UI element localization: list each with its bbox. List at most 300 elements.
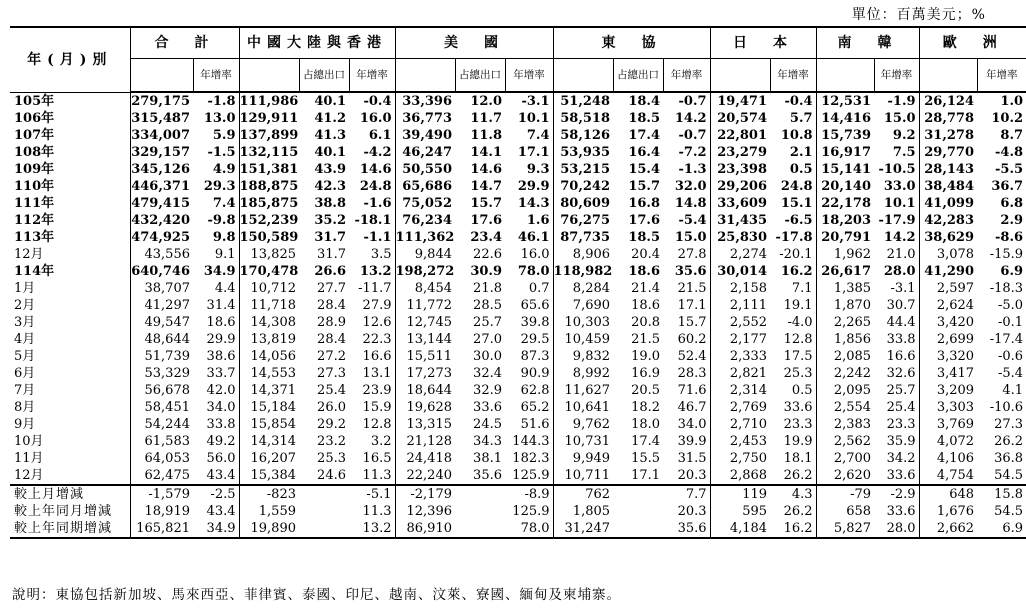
subheader-blank [130,59,193,93]
table-cell: 34.9 [203,264,236,279]
table-cell: 15.7 [470,196,502,211]
table-row [10,331,1026,348]
table-cell: 2,868 [710,467,770,485]
table-body [10,92,1026,538]
table-cell: 33.8 [886,332,916,347]
table-cell: 3,303 [919,399,977,416]
table-cell: 2,333 [710,348,770,365]
table-cell: -8.6 [995,230,1024,245]
table-cell: 24.6 [317,468,346,483]
table-cell: 11.3 [362,468,392,483]
table-cell: 36.8 [994,451,1024,466]
table-row [10,212,1026,229]
table-cell: -3.1 [890,281,916,296]
table-cell: 345,126 [130,161,193,178]
table-cell: 0.5 [789,162,813,177]
table-cell: 13.1 [362,366,392,381]
table-cell: 9.8 [212,230,236,245]
table-cell: 28,143 [919,161,977,178]
table-cell: 111,986 [239,94,299,109]
table-row [10,467,1026,485]
table-row [10,314,1026,331]
table-cell: 14.2 [674,111,707,126]
table-cell: 30,014 [710,263,770,280]
table-cell: 27.3 [317,366,346,381]
table-cell: 34.3 [473,434,502,449]
table-cell: 15.0 [674,230,707,245]
table-cell: 16.0 [359,111,392,126]
table-cell: 11.7 [470,111,502,126]
table-cell: 11.3 [362,504,392,519]
table-cell: -0.6 [997,349,1024,364]
table-cell: 14.6 [359,162,392,177]
table-cell: 33.6 [783,400,813,415]
table-cell: 144.3 [512,434,550,449]
table-cell: 0.7 [528,281,550,296]
table-cell: 0.5 [791,383,813,398]
table-cell: 33.6 [473,400,502,415]
table-cell: 14.2 [883,230,916,245]
table-cell: 2,562 [816,433,874,450]
table-cell: 150,589 [239,230,299,245]
table-cell: 4.3 [770,485,816,503]
table-cell: -1,579 [130,485,193,503]
subheader-growth: 年增率 [770,59,816,93]
table-cell: 56.0 [206,451,236,466]
table-cell: 27.9 [362,298,392,313]
table-cell: 78.0 [505,520,553,538]
table-cell: 1,856 [816,331,874,348]
table-row [10,92,1026,110]
table-cell: 17.6 [470,213,502,228]
table-cell: -6.5 [784,213,813,228]
table-cell: 90.9 [520,366,550,381]
table-cell: -11.7 [358,281,392,296]
table-cell: 2,111 [710,297,770,314]
table-cell: 29.9 [517,179,550,194]
table-cell: 15,854 [239,416,299,433]
row-label: 4月 [14,332,36,347]
table-cell: 21.5 [677,281,707,296]
table-cell: 18.0 [631,417,661,432]
table-cell: 1.0 [1000,94,1024,109]
row-label: 113年 [14,230,55,245]
table-cell: 2,624 [919,297,977,314]
table-cell: 28,778 [919,110,977,127]
table-cell: -7.2 [678,145,707,160]
table-cell: 10,459 [553,331,613,348]
subheader-growth: 年增率 [505,59,553,93]
table-cell [299,503,349,520]
table-cell: 40.1 [314,145,346,160]
table-cell: 27.0 [473,332,502,347]
table-cell: 26.2 [783,468,813,483]
table-cell: 13.2 [359,264,392,279]
table-cell: 2,699 [919,331,977,348]
table-row [10,365,1026,382]
table-cell: 34.0 [206,400,236,415]
table-cell: 22.3 [362,332,392,347]
table-cell: 18,203 [816,212,874,229]
table-cell: 33.6 [886,468,916,483]
table-cell: 14.1 [470,145,502,160]
table-cell: -1.6 [363,196,392,211]
table-cell: 10.1 [883,196,916,211]
table-cell: 46,247 [395,144,455,161]
table-cell: 32.6 [886,366,916,381]
table-cell: 17,273 [395,365,455,382]
table-cell: 32.9 [473,383,502,398]
table-cell: 19.9 [783,434,813,449]
table-cell: 17.4 [628,128,661,143]
table-cell: 13,825 [239,246,299,263]
table-cell: 1,385 [816,280,874,297]
table-cell: 29.3 [203,179,236,194]
table-cell: 1,559 [239,503,299,520]
table-cell: 36.7 [991,179,1024,194]
table-cell [455,503,505,520]
table-cell [613,485,663,503]
table-cell: 65.6 [520,298,550,313]
table-cell: 118,982 [553,264,613,279]
export-table [10,26,1026,539]
table-cell: 49,547 [130,314,193,331]
table-cell: 12.6 [362,315,392,330]
table-cell: 20.3 [677,468,707,483]
group-header-usa: 美 國 [395,27,553,59]
table-cell: -17.8 [775,230,813,245]
table-cell: 16.8 [628,196,661,211]
table-cell: 22,178 [816,195,874,212]
table-cell: 48,644 [130,331,193,348]
table-cell: 20,574 [710,110,770,127]
table-cell: 35.6 [674,264,707,279]
table-cell: 14,553 [239,365,299,382]
subheader-blank [816,59,874,93]
table-cell: 14.6 [470,162,502,177]
table-cell: 33.6 [886,504,916,519]
table-cell: 39,490 [395,127,455,144]
table-cell: 32.0 [674,179,707,194]
table-cell: 6.8 [1000,196,1024,211]
table-cell: -5.4 [997,366,1024,381]
table-cell: -20.1 [779,247,813,262]
table-cell: 5,827 [816,520,874,538]
row-label: 較上年同月增減 [14,504,113,519]
table-cell: 18.5 [628,111,661,126]
table-cell: 33.7 [206,366,236,381]
table-cell: 3,769 [919,416,977,433]
table-cell: 14,314 [239,433,299,450]
table-cell: 36,773 [395,110,455,127]
table-cell [455,520,505,538]
table-cell: 22.6 [473,247,502,262]
table-cell: 54.5 [994,504,1024,519]
group-header-europe: 歐 洲 [919,27,1026,59]
table-cell: 33.0 [883,179,916,194]
table-cell: 41,297 [130,297,193,314]
table-cell: -5.5 [995,162,1024,177]
row-label: 較上年同期增減 [10,520,130,538]
table-cell: 17.1 [677,298,707,313]
table-cell: 30.7 [886,298,916,313]
table-cell: 185,875 [239,196,299,211]
table-cell: 8,284 [553,280,613,297]
table-cell: 20.3 [677,504,707,519]
table-cell: 2,383 [816,416,874,433]
table-cell: 38.6 [206,349,236,364]
table-cell: 182.3 [512,451,550,466]
table-cell: 60.2 [677,332,707,347]
subheader-growth: 年增率 [663,59,710,93]
row-label: 7月 [14,383,36,398]
table-cell: 2,158 [710,280,770,297]
table-cell: 3,320 [919,348,977,365]
table-cell: 15.5 [631,451,661,466]
table-cell: 432,420 [130,212,193,229]
row-label: 9月 [14,417,36,432]
table-cell: 15.9 [362,400,392,415]
table-cell: -1.1 [363,230,392,245]
table-cell: 25.3 [783,366,813,381]
table-cell [455,485,505,503]
table-cell: 15,141 [816,161,874,178]
table-cell: 28.0 [874,520,919,538]
table-cell: 3,417 [919,365,977,382]
table-cell: -5.4 [678,213,707,228]
table-cell: 18.6 [631,298,661,313]
table-cell: 2,597 [919,280,977,297]
table-cell: 19,471 [710,92,770,110]
table-cell: 13,315 [395,416,455,433]
table-cell: 28.3 [677,366,707,381]
table-cell: 76,275 [553,212,613,229]
table-cell: 279,175 [130,92,193,110]
table-row [10,433,1026,450]
table-cell: 3,420 [919,314,977,331]
table-cell: 4,754 [919,467,977,485]
table-cell: 27.3 [994,417,1024,432]
row-label: 12月 [14,468,44,483]
table-cell: 16.0 [520,247,550,262]
table-cell: 18,644 [395,382,455,399]
table-cell: 25.4 [317,383,346,398]
table-cell: 29,206 [710,178,770,195]
table-cell: 7.7 [663,485,710,503]
row-label: 105年 [14,93,55,109]
table-cell: 9,949 [553,450,613,467]
table-cell: 43.9 [314,162,346,177]
table-cell: 7.4 [212,196,236,211]
table-cell: 2,554 [816,399,874,416]
row-label: 10月 [14,434,44,449]
table-cell: 23.4 [470,230,502,245]
table-cell: 54.5 [994,468,1024,483]
table-cell: -8.9 [505,485,553,503]
table-cell: 125.9 [512,468,550,483]
row-label: 111年 [14,196,55,211]
table-cell: 3,078 [919,246,977,263]
table-cell: 18.6 [206,315,236,330]
table-cell: 8.7 [1000,128,1024,143]
table-cell: 43.4 [206,504,236,519]
table-row [10,503,1026,520]
table-cell: 53,329 [130,365,193,382]
unit-label: 單位：百萬美元；% [851,7,986,23]
row-label: 11月 [14,451,44,466]
table-cell: 9.1 [214,247,236,262]
table-cell: 16,207 [239,450,299,467]
table-cell: 2,700 [816,450,874,467]
table-cell: 87,735 [553,229,613,246]
table-cell: 474,925 [130,229,193,246]
table-cell: 30.9 [470,264,502,279]
group-header-korea: 南 韓 [816,27,919,59]
table-cell: 25.7 [473,315,502,330]
table-cell: 28.5 [473,298,502,313]
table-cell: 12.8 [362,417,392,432]
table-cell: 10,731 [553,433,613,450]
subheader-blank [239,59,299,93]
table-cell: 9,762 [553,416,613,433]
table-cell: 26.2 [783,504,813,519]
table-cell: 26,124 [919,92,977,110]
table-cell: 9.3 [526,162,550,177]
table-cell: -4.8 [995,145,1024,160]
table-cell: 18.5 [628,230,661,245]
subheader-growth: 年增率 [874,59,919,93]
table-cell: 762 [553,485,613,503]
row-label: 114年 [14,264,55,279]
table-cell: 54,244 [130,416,193,433]
row-label: 110年 [14,179,55,194]
table-cell: 1,870 [816,297,874,314]
table-cell: 20.5 [631,383,661,398]
table-row [10,280,1026,297]
group-header-china-hk: 中國大陸與香港 [239,27,395,59]
table-cell: 23.9 [362,383,392,398]
table-row [10,416,1026,433]
table-cell: 52.4 [677,349,707,364]
table-cell: 35.6 [473,468,502,483]
table-cell: 30.0 [473,349,502,364]
row-label: 較上月增減 [10,485,130,503]
table-cell: 11,718 [239,297,299,314]
table-cell: 640,746 [130,263,193,280]
group-header-asean: 東 協 [553,27,710,59]
table-cell: -823 [239,485,299,503]
table-cell: 35.6 [663,520,710,538]
table-cell: 58,451 [130,399,193,416]
table-cell: 2,453 [710,433,770,450]
row-label: 107年 [14,128,55,143]
table-cell: 15.1 [780,196,813,211]
table-cell: 12.8 [783,332,813,347]
table-cell: 31.4 [206,298,236,313]
table-cell: 51,739 [130,348,193,365]
table-cell: 44.4 [886,315,916,330]
table-cell: 19.0 [631,349,661,364]
table-row [10,195,1026,212]
table-cell: 14,371 [239,382,299,399]
table-cell: 2,769 [710,399,770,416]
table-cell: 38,707 [130,280,193,297]
table-row [10,110,1026,127]
table-cell: 38.1 [473,451,502,466]
table-row [10,450,1026,467]
table-cell: 10,711 [553,467,613,485]
table-cell: 20.8 [631,315,661,330]
table-cell: -18.1 [354,213,392,228]
table-cell: 14,056 [239,348,299,365]
table-cell: 12,745 [395,314,455,331]
subheader-blank [553,59,613,93]
table-cell: 87.3 [520,349,550,364]
table-cell: 10,641 [553,399,613,416]
table-cell: 152,239 [239,213,299,228]
table-cell: 18.4 [628,94,661,109]
table-cell: 10,712 [239,280,299,297]
table-row [10,382,1026,399]
table-cell: 10.2 [991,111,1024,126]
table-cell: -17.4 [989,332,1024,347]
table-cell: 58,518 [553,110,613,127]
table-cell: 27.7 [317,281,346,296]
table-row [10,520,1026,538]
table-cell: 13,144 [395,331,455,348]
table-cell: -3.1 [521,94,550,109]
table-cell: 28.9 [317,315,346,330]
table-row [10,144,1026,161]
table-cell: -0.7 [678,128,707,143]
table-cell: -10.6 [989,400,1024,415]
table-cell: 26,617 [816,263,874,280]
table-cell: 3,209 [919,382,977,399]
table-cell: 4.1 [1002,383,1024,398]
table-cell: -79 [816,485,874,503]
table-cell: 65.2 [520,400,550,415]
table-cell: 1,676 [919,503,977,520]
table-cell: 17.6 [628,213,661,228]
table-cell: 28.0 [883,264,916,279]
table-row [10,485,1026,503]
table-cell: 38,484 [919,178,977,195]
table-cell: 4.4 [214,281,236,296]
row-label: 5月 [14,349,36,364]
table-cell: 41,290 [919,263,977,280]
table-cell: -0.4 [784,94,813,109]
table-cell: 28.4 [317,298,346,313]
table-cell [299,485,349,503]
table-cell: 23.3 [783,417,813,432]
table-cell: 22,801 [710,127,770,144]
table-cell: -0.7 [678,94,707,109]
table-cell: -2.9 [874,485,919,503]
table-cell: 16.2 [780,264,813,279]
row-label: 2月 [14,298,36,313]
table-cell: -1.8 [207,94,236,109]
table-cell: 31.7 [314,230,346,245]
table-cell: 39.8 [520,315,550,330]
table-cell: 648 [919,485,977,503]
table-cell: 33,609 [710,195,770,212]
table-cell: 1.6 [526,213,550,228]
table-cell: 29.5 [520,332,550,347]
table-cell: 64,053 [130,450,193,467]
table-cell: 35.9 [886,434,916,449]
subheader-share: 占總出口 [613,59,663,93]
table-cell: 658 [816,503,874,520]
